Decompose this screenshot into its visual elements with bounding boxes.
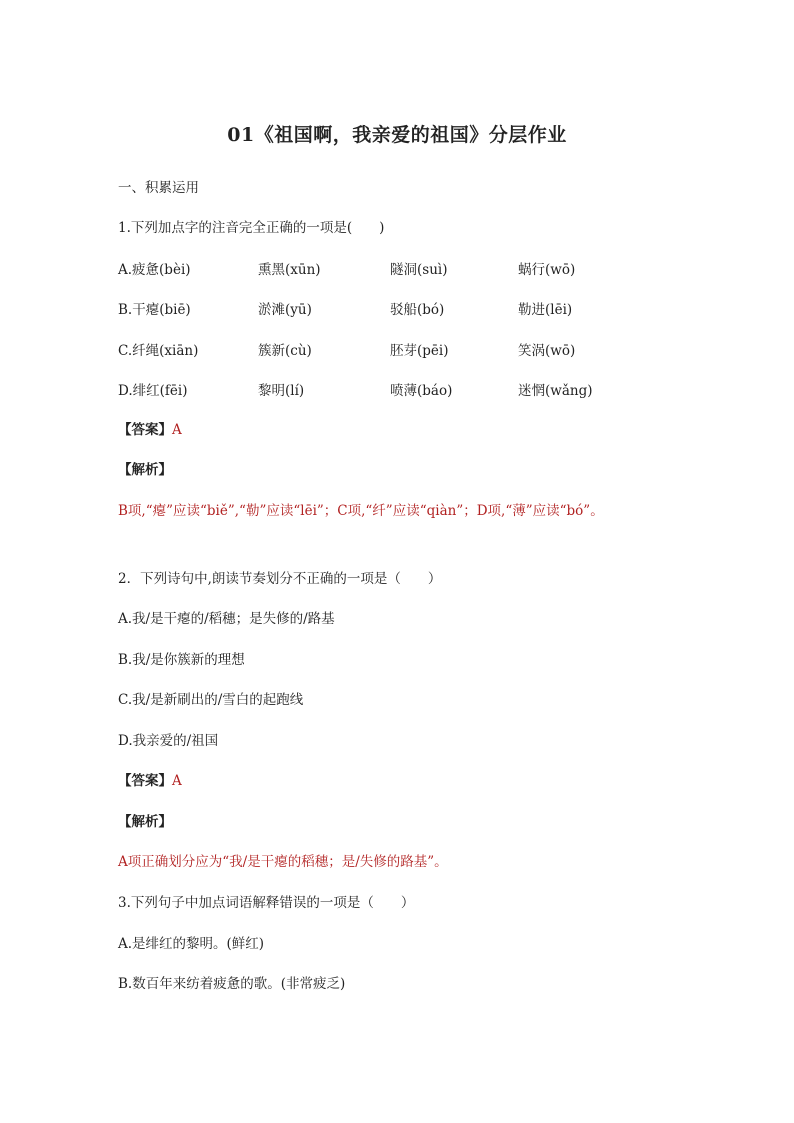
q1-c-item-4: 笑涡(wō) <box>518 343 576 359</box>
q1-option-row-a <box>118 258 678 278</box>
q1-b-item-3: 驳船(bó) <box>390 302 445 318</box>
q2-analysis-text: A项正确划分应为“我/是干瘪的稻穗；是/失修的路基”。 <box>118 854 448 870</box>
q1-b-item-2: 淤滩(yū) <box>258 302 312 318</box>
q2-option-d: D.我亲爱的/祖国 <box>118 733 219 749</box>
q1-c-item-3: 胚芽(pēi) <box>390 343 449 359</box>
q1-a-item-4: 蜗行(wō) <box>518 262 576 278</box>
q2-stem: 2．下列诗句中,朗读节奏划分不正确的一项是（ ） <box>118 571 442 587</box>
q1-a-item-2: 熏黑(xūn) <box>258 262 321 278</box>
q2-option-a: A.我/是干瘪的/稻穗；是失修的/路基 <box>118 611 335 627</box>
section-heading: 一、积累运用 <box>118 180 199 196</box>
q1-b-item-1: B.干瘪(biē) <box>118 302 191 318</box>
q2-option-b: B.我/是你簇新的理想 <box>118 652 245 668</box>
q1-b-item-4: 勒进(lēi) <box>518 302 573 318</box>
q1-option-row-b <box>118 298 678 318</box>
q2-analysis-label: 【解析】 <box>118 814 172 830</box>
q3-stem: 3.下列句子中加点词语解释错误的一项是（ ） <box>118 895 415 911</box>
q1-stem: 1.下列加点字的注音完全正确的一项是( ) <box>118 220 385 236</box>
q3-option-a: A.是绯红的黎明。(鲜红) <box>118 936 265 952</box>
answer-label: 【答案】 <box>118 773 172 789</box>
q1-d-item-4: 迷惘(wǎng) <box>518 383 593 399</box>
q1-c-item-2: 簇新(cù) <box>258 343 312 359</box>
q2-answer <box>118 771 182 791</box>
q1-option-row-d <box>118 379 678 399</box>
q1-d-item-2: 黎明(lí) <box>258 383 305 399</box>
q1-d-item-1: D.绯红(fēi) <box>118 383 188 399</box>
q1-option-row-c <box>118 339 678 359</box>
q1-analysis-text: B项,“瘪”应读“biě”,“勒”应读“lēi”；C项,“纤”应读“qiàn”；D项,“薄”应读“bó”。 <box>118 503 604 519</box>
q1-a-item-1: A.疲惫(bèi) <box>118 262 191 278</box>
q3-option-b: B.数百年来纺着疲惫的歌。(非常疲乏) <box>118 976 346 992</box>
q1-a-item-3: 隧洞(suì) <box>390 262 448 278</box>
q2-option-c: C.我/是新刷出的/雪白的起跑线 <box>118 692 304 708</box>
q1-analysis-label: 【解析】 <box>118 462 172 478</box>
answer-value: A <box>172 422 182 438</box>
answer-value: A <box>172 773 182 789</box>
q1-answer <box>118 420 182 440</box>
q1-c-item-1: C.纤绳(xiān) <box>118 343 199 359</box>
q1-d-item-3: 喷薄(báo) <box>390 383 453 399</box>
page-title: 01《祖国啊，我亲爱的祖国》分层作业 <box>227 124 567 146</box>
answer-label: 【答案】 <box>118 422 172 438</box>
